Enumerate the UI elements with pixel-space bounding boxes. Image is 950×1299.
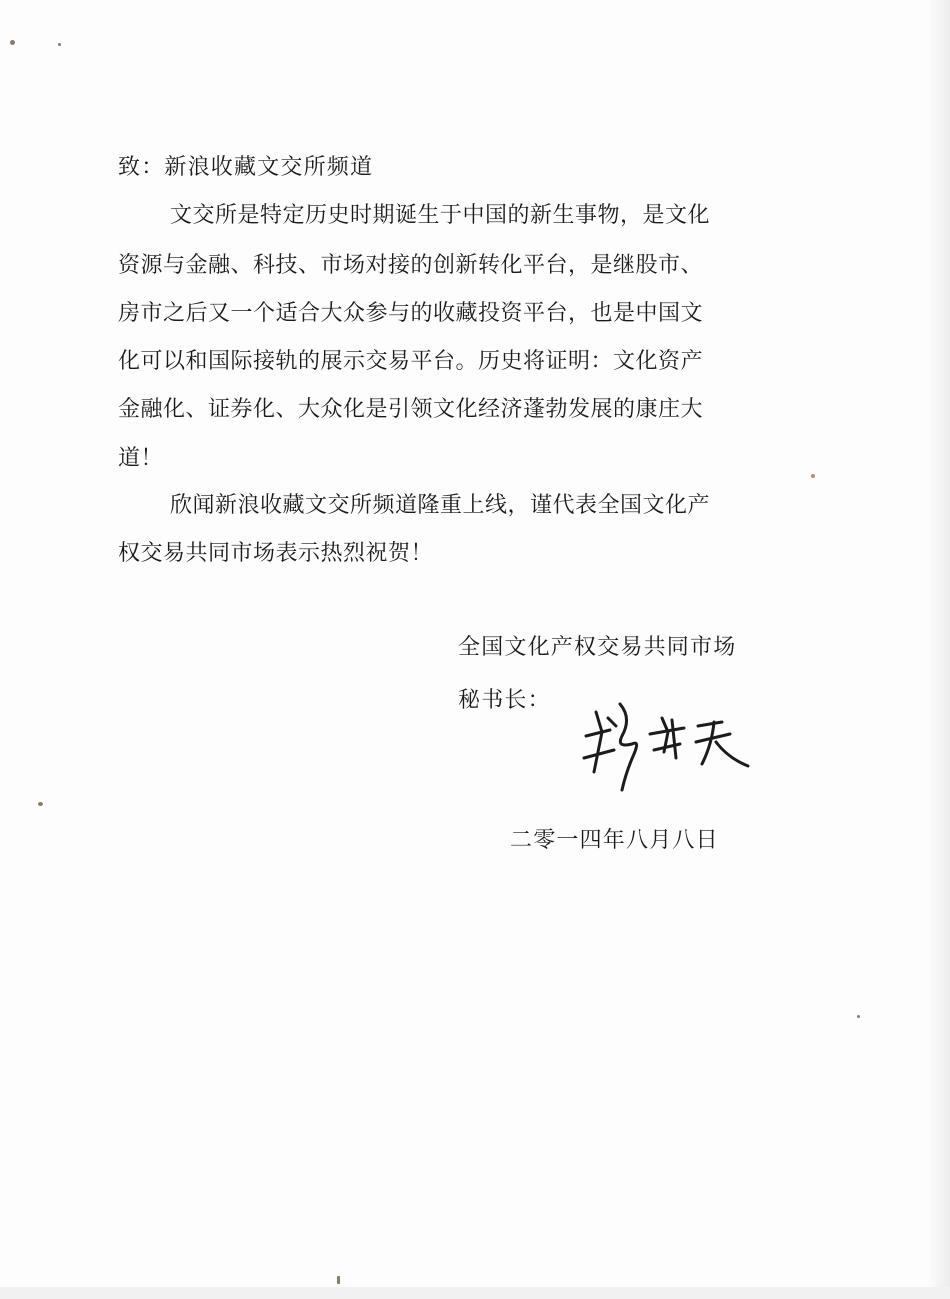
scan-speck [10, 40, 15, 45]
paragraph-1-line: 房市之后又一个适合大众参与的收藏投资平台，也是中国文 [118, 301, 704, 326]
letter-date: 二零一四年八月八日 [510, 828, 719, 853]
paragraph-2-line: 欣闻新浪收藏文交所频道隆重上线，谨代表全国文化产 [170, 493, 711, 518]
signer-organization: 全国文化产权交易共同市场 [458, 635, 737, 660]
scan-speck [337, 1276, 340, 1284]
paragraph-1-line: 文交所是特定历史时期诞生于中国的新生事物，是文化 [170, 203, 711, 228]
handwritten-signature [580, 692, 760, 802]
scan-speck [38, 802, 43, 806]
salutation: 致：新浪收藏文交所频道 [118, 155, 374, 180]
scan-edge-bottom [0, 1287, 950, 1299]
paragraph-2-line: 权交易共同市场表示热烈祝贺！ [118, 541, 434, 566]
scan-speck [58, 43, 61, 46]
paragraph-1-line: 金融化、证券化、大众化是引领文化经济蓬勃发展的康庄大 [118, 397, 704, 422]
scan-edge-right [930, 0, 950, 1299]
scan-speck [811, 474, 815, 478]
signer-title: 秘书长： [458, 688, 551, 713]
paragraph-1-line: 道！ [118, 446, 164, 471]
paragraph-1-line: 资源与金融、科技、市场对接的创新转化平台，是继股市、 [118, 253, 704, 278]
paragraph-1-line: 化可以和国际接轨的展示交易平台。历史将证明：文化资产 [118, 349, 704, 374]
scan-speck [857, 1015, 860, 1018]
